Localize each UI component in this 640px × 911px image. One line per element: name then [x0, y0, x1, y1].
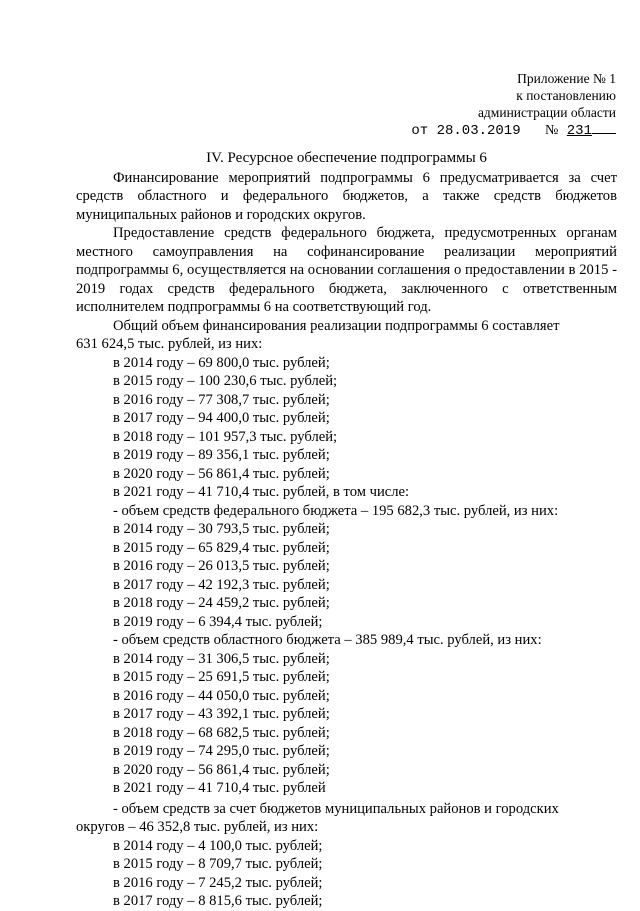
- appendix-header: [411, 70, 616, 140]
- municipal-budget-total: округов – 46 352,8 тыс. рублей, из них:: [76, 819, 319, 835]
- total-value: 631 624,5 тыс. рублей, из них:: [76, 336, 263, 352]
- registration-line: [411, 122, 616, 140]
- document-number: 231: [566, 123, 592, 139]
- list-item: в 2016 году – 44 050,0 тыс. рублей;: [113, 687, 330, 704]
- total-years-list: [76, 354, 617, 502]
- municipal-years-list: [76, 837, 617, 911]
- number-underline: [592, 123, 616, 134]
- paragraph-financing: Финансирование мероприятий подпрограммы 6 предусматривается за счет средств областного и федерального бюджетов, а также средств бюджетов муниципальных районов и городских округов.: [76, 169, 617, 223]
- list-item: в 2018 году – 101 957,3 тыс. рублей;: [113, 428, 338, 445]
- list-item: в 2014 году – 31 306,5 тыс. рублей;: [113, 650, 330, 667]
- document-date: 28.03.2019: [436, 123, 521, 139]
- federal-budget-intro: - объем средств федерального бюджета – 195 682,3 тыс. рублей, из них:: [113, 502, 559, 519]
- number-label: №: [545, 123, 559, 138]
- list-item: в 2015 году – 8 709,7 тыс. рублей;: [113, 856, 323, 872]
- list-item: в 2021 году – 41 710,4 тыс. рублей, в том числе:: [113, 484, 410, 500]
- list-item: в 2017 году – 43 392,1 тыс. рублей;: [113, 706, 330, 722]
- list-item: в 2020 году – 56 861,4 тыс. рублей;: [113, 465, 330, 482]
- list-item: в 2016 году – 26 013,5 тыс. рублей;: [113, 558, 330, 574]
- list-item: в 2015 году – 100 230,6 тыс. рублей;: [113, 373, 338, 389]
- federal-years-list: [76, 520, 617, 631]
- section-body: [76, 149, 617, 911]
- list-item: в 2014 году – 69 800,0 тыс. рублей;: [113, 354, 330, 371]
- list-item: в 2016 году – 77 308,7 тыс. рублей;: [113, 391, 330, 408]
- paragraph-federal-funds: Предоставление средств федерального бюджета, предусмотренных органам местного самоуправления на софинансирование реализации мероприятий подпрограммы 6, осуществляется на основании соглашения о предоставлении в 2015 - 2019 годах средств федерального бюджета, заключенного с ответственным исполнителем подпрограммы 6 на соответствующий год.: [76, 225, 617, 315]
- administration-label: администрации области: [477, 105, 616, 120]
- date-prefix: от: [411, 123, 429, 139]
- municipal-budget-intro: - объем средств за счет бюджетов муниципальных районов и городских: [113, 800, 559, 817]
- list-item: в 2017 году – 8 815,6 тыс. рублей;: [113, 893, 323, 909]
- list-item: в 2015 году – 65 829,4 тыс. рублей;: [113, 539, 330, 556]
- section-title: IV. Ресурсное обеспечение подпрограммы 6: [206, 150, 487, 166]
- list-item: в 2014 году – 30 793,5 тыс. рублей;: [113, 521, 330, 537]
- list-item: в 2015 году – 25 691,5 тыс. рублей;: [113, 669, 330, 685]
- resolution-label: к постановлению: [516, 88, 616, 103]
- list-item: в 2018 году – 24 459,2 тыс. рублей;: [113, 595, 330, 611]
- appendix-label: Приложение № 1: [517, 71, 616, 86]
- list-item: в 2017 году – 42 192,3 тыс. рублей;: [113, 576, 330, 593]
- total-intro: Общий объем финансирования реализации подпрограммы 6 составляет: [113, 317, 560, 334]
- regional-years-list: [76, 650, 617, 798]
- list-item: в 2017 году – 94 400,0 тыс. рублей;: [113, 410, 330, 426]
- list-item: в 2014 году – 4 100,0 тыс. рублей;: [113, 837, 323, 854]
- list-item: в 2019 году – 74 295,0 тыс. рублей;: [113, 743, 330, 759]
- list-item: в 2021 году – 41 710,4 тыс. рублей: [113, 780, 326, 796]
- list-item: в 2018 году – 68 682,5 тыс. рублей;: [113, 724, 330, 741]
- list-item: в 2019 году – 89 356,1 тыс. рублей;: [113, 447, 330, 463]
- regional-budget-intro: - объем средств областного бюджета – 385 989,4 тыс. рублей, из них:: [113, 632, 542, 648]
- list-item: в 2016 году – 7 245,2 тыс. рублей;: [113, 874, 323, 891]
- list-item: в 2020 году – 56 861,4 тыс. рублей;: [113, 761, 330, 778]
- list-item: в 2019 году – 6 394,4 тыс. рублей;: [113, 613, 323, 630]
